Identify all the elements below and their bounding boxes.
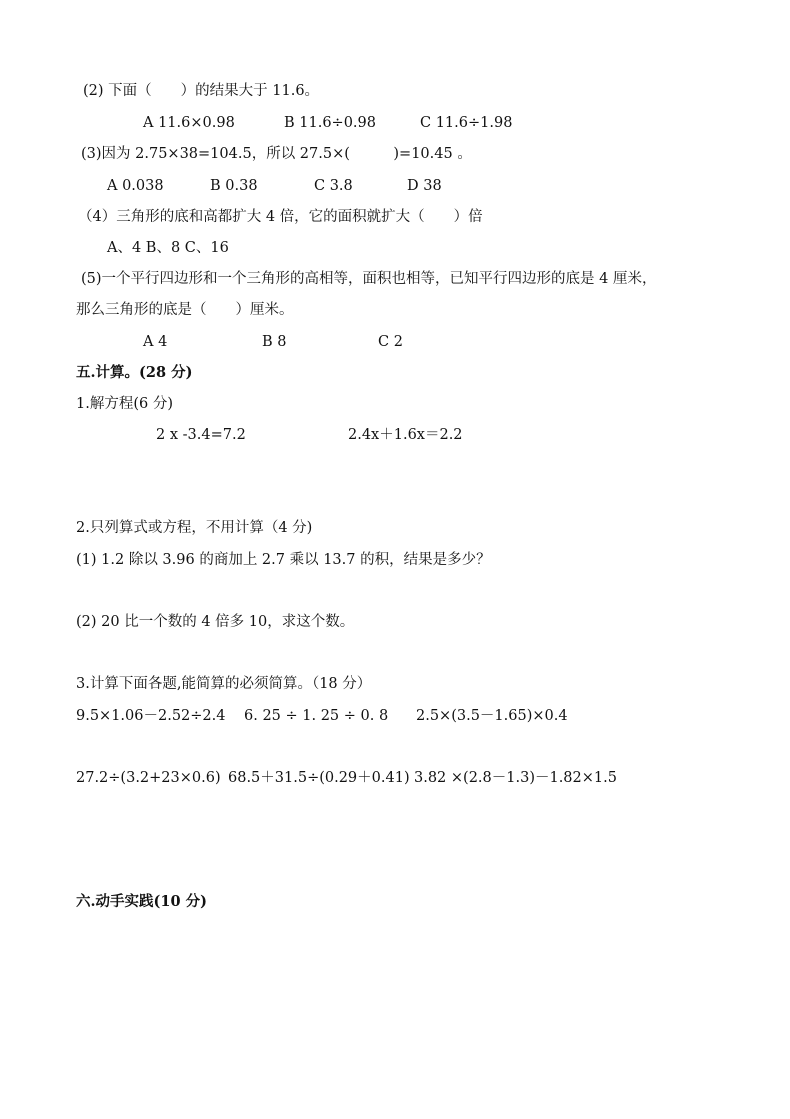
calc-row-1-expr-2: 6. 25 ÷ 1. 25 ÷ 0. 8 — [244, 708, 389, 724]
calc-row-1-expr-3: 2.5×(3.5－1.65)×0.4 — [416, 708, 568, 724]
section-6-heading: 六.动手实践(10 分) — [76, 893, 207, 910]
question-2-option-c: C 11.6÷1.98 — [420, 115, 513, 131]
part-1-heading: 1.解方程(6 分) — [76, 396, 173, 412]
calc-row-2-expr-2: 68.5＋31.5÷(0.29＋0.41) — [228, 770, 410, 786]
question-4-text: （4）三角形的底和高都扩大 4 倍，它的面积就扩大（ ）倍 — [78, 209, 483, 225]
part-2-question-2: (2) 20 比一个数的 4 倍多 10，求这个数。 — [76, 614, 355, 630]
question-3-option-b: B 0.38 — [210, 178, 258, 194]
question-3-option-d: D 38 — [407, 178, 442, 194]
equation-2: 2.4x＋1.6x＝2.2 — [348, 427, 463, 443]
question-5-text-line-2: 那么三角形的底是（ ）厘米。 — [76, 302, 294, 318]
question-5-option-c: C 2 — [378, 334, 403, 350]
question-2-text: (2) 下面（ ）的结果大于 11.6。 — [83, 83, 320, 99]
calc-row-1-expr-1: 9.5×1.06－2.52÷2.4 — [76, 708, 226, 724]
question-3-option-a: A 0.038 — [107, 178, 164, 194]
part-2-heading: 2.只列算式或方程，不用计算（4 分) — [76, 520, 313, 536]
calc-row-2-expr-3: 3.82 ×(2.8－1.3)－1.82×1.5 — [414, 770, 617, 786]
question-5-option-a: A 4 — [143, 334, 168, 350]
question-2-option-b: B 11.6÷0.98 — [284, 115, 376, 131]
question-3-option-c: C 3.8 — [314, 178, 353, 194]
question-3-text: (3)因为 2.75×38=104.5，所以 27.5×( )=10.45 。 — [81, 146, 472, 162]
section-5-heading: 五.计算。(28 分) — [76, 364, 193, 381]
question-2-option-a: A 11.6×0.98 — [143, 115, 235, 131]
question-5-text-line-1: (5)一个平行四边形和一个三角形的高相等，面积也相等，已知平行四边形的底是 4 厘米， — [81, 271, 657, 287]
part-2-question-1: (1) 1.2 除以 3.96 的商加上 2.7 乘以 13.7 的积，结果是多少？ — [76, 552, 491, 568]
question-4-options: A、4 B、8 C、16 — [107, 240, 229, 256]
part-3-heading: 3.计算下面各题,能简算的必须简算。（18 分） — [76, 676, 372, 692]
calc-row-2-expr-1: 27.2÷(3.2+23×0.6) — [76, 770, 221, 786]
equation-1: 2 x -3.4=7.2 — [156, 427, 246, 443]
question-5-option-b: B 8 — [262, 334, 287, 350]
